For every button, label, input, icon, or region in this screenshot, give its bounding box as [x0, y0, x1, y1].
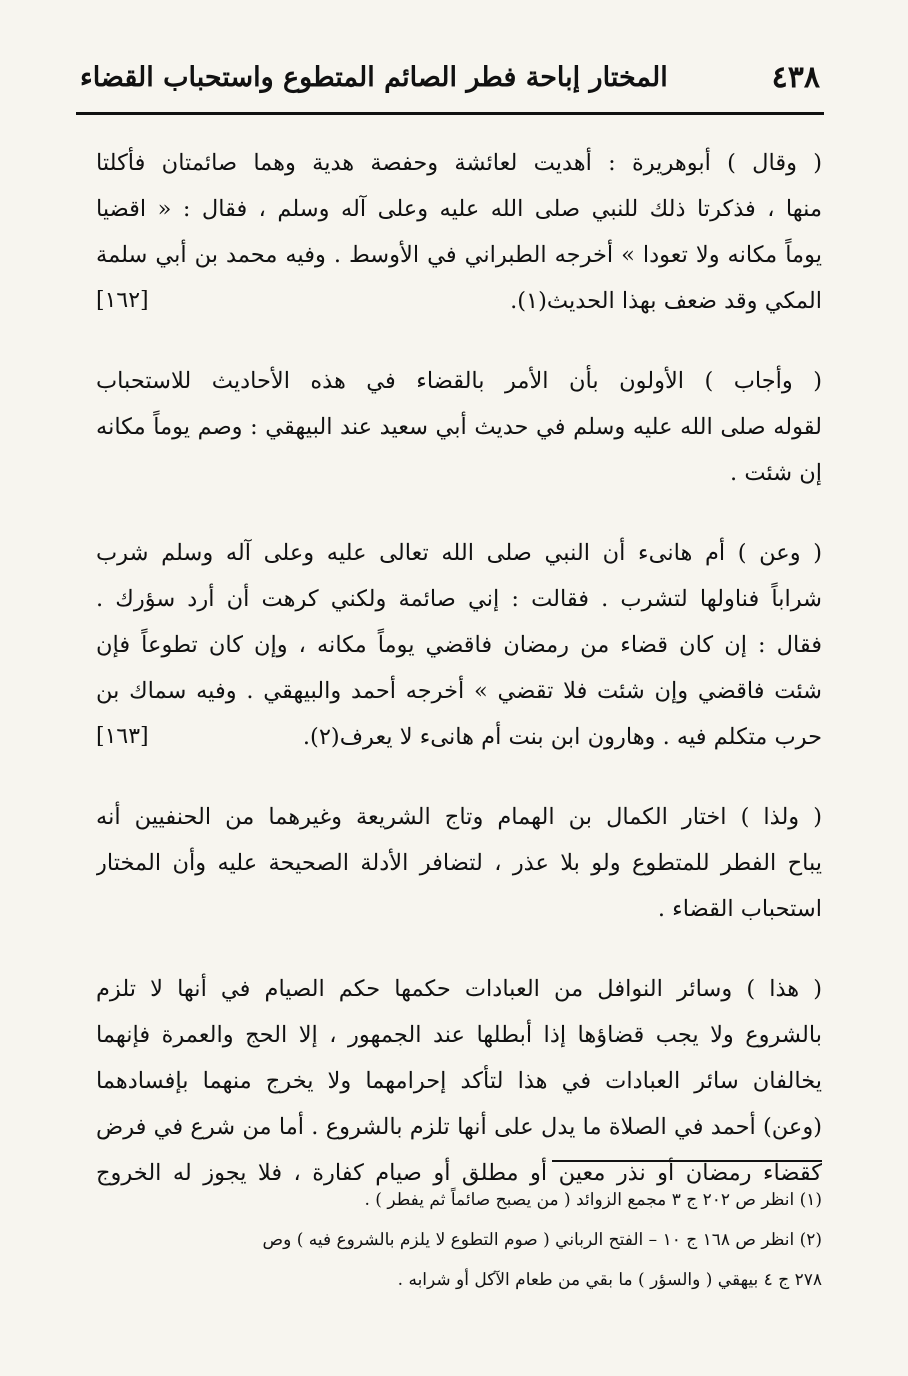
text-line: ( وقال ) أبوهريرة : أهديت لعائشة وحفصة هدية وهما صائمتان فأكلتا: [96, 150, 822, 176]
hadith-number: [١٦٢]: [96, 288, 149, 313]
footnote-divider: [552, 1160, 822, 1162]
text-line: ( وأجاب ) الأولون بأن الأمر بالقضاء في هذه الأحاديث للاستحباب: [96, 368, 822, 394]
paragraph-hanafi-view: [96, 794, 822, 932]
text-line: ( هذا ) وسائر النوافل من العبادات حكمها حكم الصيام في أنها لا تلزم: [96, 976, 822, 1002]
text-line: [96, 278, 822, 324]
paragraph-response: [96, 358, 822, 496]
line-text: المكي وقد ضعف بهذا الحديث(١).: [510, 288, 822, 314]
line-text: حرب متكلم فيه . وهارون ابن بنت أم هانىء لا يعرف(٢).: [302, 724, 822, 750]
text-line: فقال : إن كان قضاء من رمضان فاقضي يوماً مكانه ، وإن كان تطوعاً فإن: [96, 632, 822, 658]
text-line: لقوله صلى الله عليه وسلم في حديث أبي سعيد عند البيهقي : وصم يوماً مكانه: [96, 414, 822, 440]
footnotes: [96, 1180, 822, 1300]
text-line: شراباً فناولها لتشرب . فقالت : إني صائمة ولكني كرهت أن أرد سؤرك .: [96, 586, 822, 612]
text-line: (وعن) أحمد في الصلاة ما يدل على أنها تلزم بالشروع . أما من شرع في فرض: [96, 1114, 822, 1140]
footnote-2: (٢) انظر ص ١٦٨ ج ١٠ – الفتح الرباني ( صوم التطوع لا يلزم بالشروع فيه ) وص: [262, 1230, 822, 1250]
header-divider: [76, 112, 824, 115]
text-line: ( ولذا ) اختار الكمال بن الهمام وتاج الشريعة وغيرهما من الحنفيين أنه: [96, 804, 822, 830]
main-text: [96, 140, 822, 1230]
text-line: ( وعن ) أم هانىء أن النبي صلى الله تعالى عليه وعلى آله وسلم شرب: [96, 540, 822, 566]
footnote-1: (١) انظر ص ٢٠٢ ج ٣ مجمع الزوائد ( من يصبح صائماً ثم يفطر ) .: [364, 1190, 822, 1210]
text-line: يوماً مكانه ولا تعودا » أخرجه الطبراني في الأوسط . وفيه محمد بن أبي سلمة: [96, 242, 822, 268]
hadith-number: [١٦٣]: [96, 724, 149, 749]
text-line: يباح الفطر للمتطوع ولو بلا عذر ، لتضافر الأدلة الصحيحة عليه وأن المختار: [96, 850, 822, 876]
text-line: كقضاء رمضان أو نذر معين أو مطلق أو صيام كفارة ، فلا يجوز له الخروج: [96, 1160, 822, 1186]
text-line: إن شئت .: [730, 460, 822, 486]
page-number: ٤٣٨: [771, 59, 820, 95]
text-line: استحباب القضاء .: [657, 896, 822, 922]
running-title: المختار إباحة فطر الصائم المتطوع واستحباب القضاء: [80, 61, 668, 93]
paragraph-umm-hani: [96, 530, 822, 760]
text-line: منها ، فذكرتا ذلك للنبي صلى الله عليه وعلى آله وسلم ، فقال : « اقضيا: [96, 196, 822, 222]
paragraph-abu-hurayra: [96, 140, 822, 324]
footnote-2-continued: ٢٧٨ ج ٤ بيهقي ( والسؤر ) ما بقي من طعام الآكل أو شرابه .: [397, 1270, 822, 1290]
text-line: بالشروع ولا يجب قضاؤها إذا أبطلها عند الجمهور ، إلا الحج والعمرة فإنهما: [96, 1022, 822, 1048]
text-line: يخالفان سائر العبادات في هذا لتأكد إحرامهما ولا يخرج منهما بإفسادهما: [96, 1068, 822, 1094]
running-header: [80, 52, 820, 102]
text-line: [96, 714, 822, 760]
text-line: شئت فاقضي وإن شئت فلا تقضي » أخرجه أحمد والبيهقي . وفيه سماك بن: [96, 678, 822, 704]
